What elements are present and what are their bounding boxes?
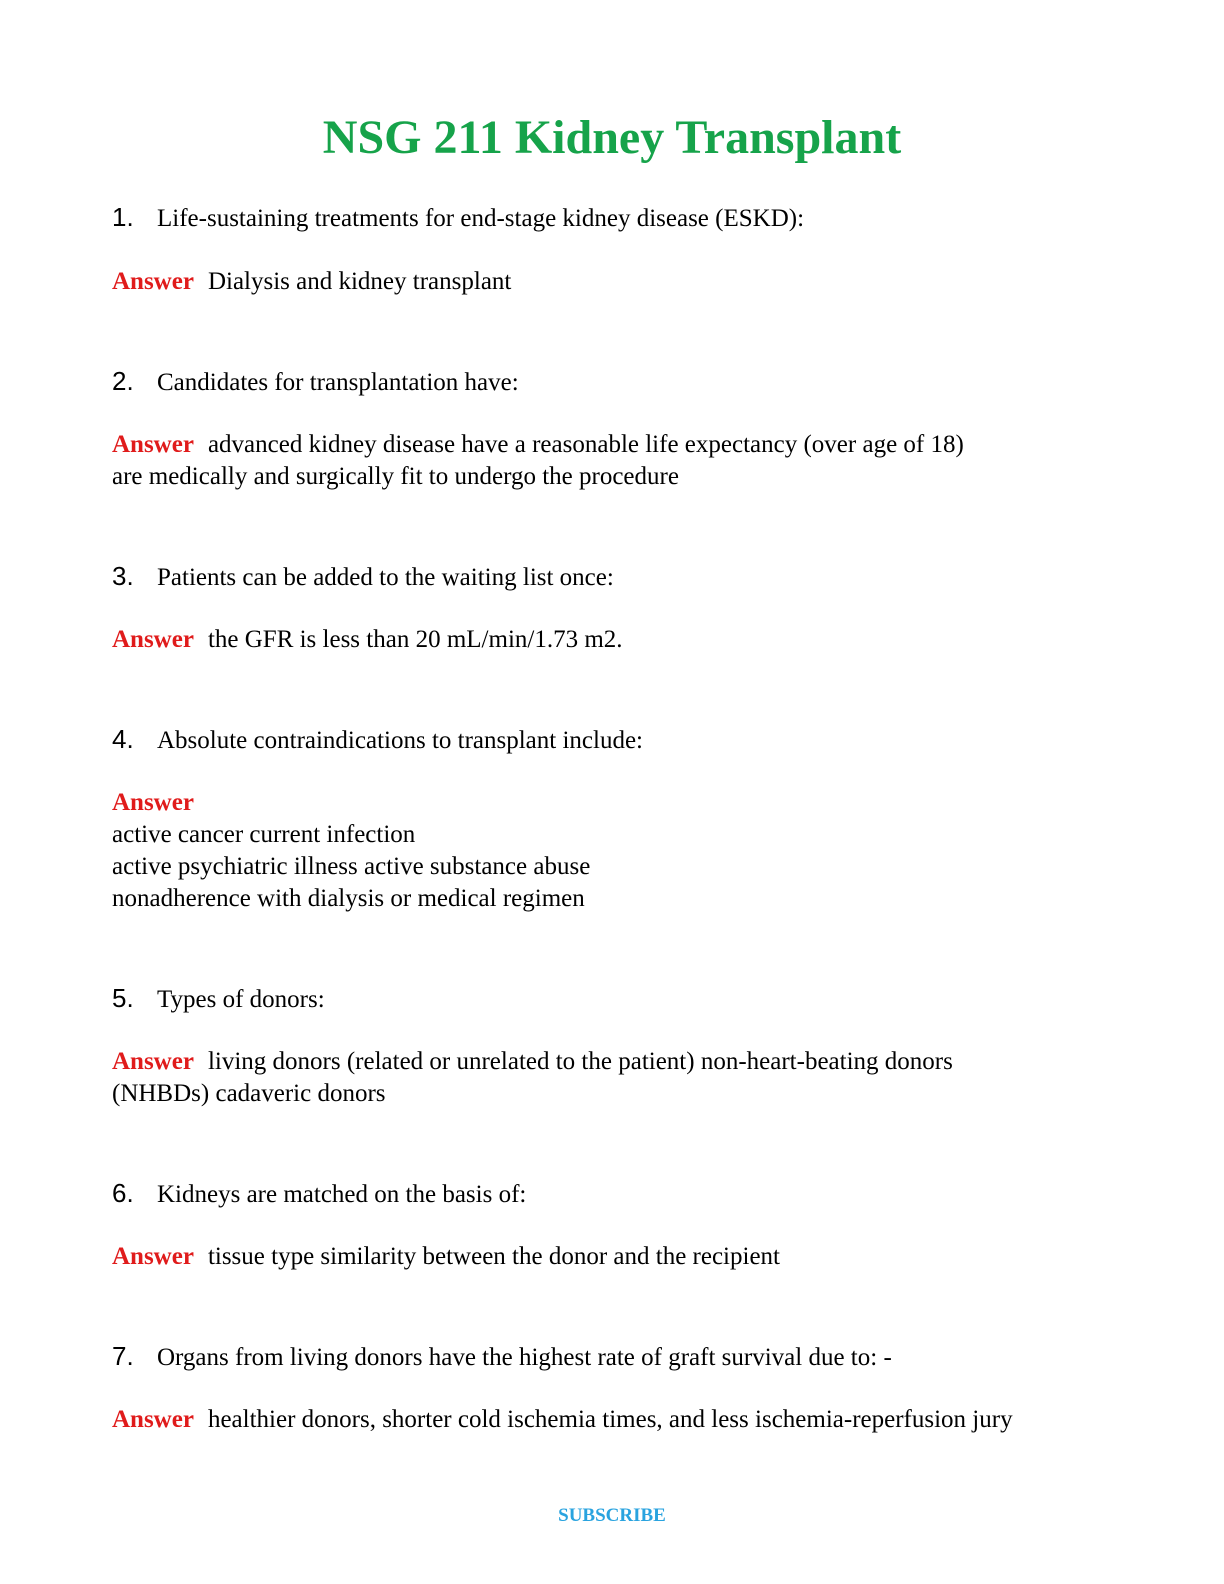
- question-text: Types of donors:: [157, 986, 325, 1013]
- question-1: [112, 201, 804, 235]
- question-number: 2.: [112, 366, 134, 396]
- answer-line: living donors (related or unrelated to the patient) non-heart-beating donors: [207, 1048, 953, 1075]
- question-3: [112, 560, 614, 594]
- answer-line: are medically and surgically fit to undergo the procedure: [112, 463, 679, 490]
- question-2: [112, 365, 519, 399]
- question-4: [112, 723, 643, 757]
- answer-3: [112, 624, 1122, 656]
- answer-line: Dialysis and kidney transplant: [207, 268, 512, 295]
- answer-5: [112, 1046, 1122, 1110]
- answer-6: [112, 1241, 1122, 1273]
- question-5: [112, 982, 325, 1016]
- answer-label: Answer: [112, 1406, 194, 1433]
- question-text: Organs from living donors have the highest rate of graft survival due to: -: [157, 1344, 892, 1371]
- answer-line: (NHBDs) cadaveric donors: [112, 1080, 386, 1107]
- answer-2: [112, 429, 1122, 493]
- answer-line: nonadherence with dialysis or medical regimen: [112, 885, 585, 912]
- question-7: [112, 1340, 892, 1374]
- answer-label: Answer: [112, 626, 194, 653]
- question-number: 3.: [112, 561, 134, 591]
- question-number: 1.: [112, 202, 134, 232]
- question-number: 5.: [112, 983, 134, 1013]
- answer-1: [112, 266, 1122, 298]
- answer-line: the GFR is less than 20 mL/min/1.73 m2.: [207, 626, 623, 653]
- question-text: Life-sustaining treatments for end-stage kidney disease (ESKD):: [157, 205, 805, 232]
- answer-7: [112, 1404, 1122, 1436]
- answer-line: tissue type similarity between the donor and the recipient: [207, 1243, 780, 1270]
- answer-line: active cancer current infection: [112, 821, 416, 848]
- answer-line: advanced kidney disease have a reasonable life expectancy (over age of 18): [207, 431, 964, 458]
- answer-label: Answer: [112, 431, 194, 458]
- answer-line: healthier donors, shorter cold ischemia times, and less ischemia-reperfusion jury: [207, 1406, 1013, 1433]
- document-title: NSG 211 Kidney Transplant: [322, 111, 902, 164]
- question-text: Absolute contraindications to transplant include:: [157, 727, 643, 754]
- answer-label: Answer: [112, 1243, 194, 1270]
- question-number: 4.: [112, 724, 134, 754]
- answer-line: active psychiatric illness active substance abuse: [112, 853, 591, 880]
- question-number: 6.: [112, 1178, 134, 1208]
- question-6: [112, 1177, 526, 1211]
- answer-label: Answer: [112, 268, 194, 295]
- answer-label: Answer: [112, 1048, 194, 1075]
- question-text: Kidneys are matched on the basis of:: [157, 1181, 527, 1208]
- answer-label: Answer: [112, 789, 194, 816]
- question-text: Patients can be added to the waiting list once:: [157, 564, 614, 591]
- question-number: 7.: [112, 1341, 134, 1371]
- subscribe-link[interactable]: SUBSCRIBE: [558, 1505, 666, 1526]
- answer-4: [112, 787, 1122, 915]
- question-text: Candidates for transplantation have:: [157, 369, 519, 396]
